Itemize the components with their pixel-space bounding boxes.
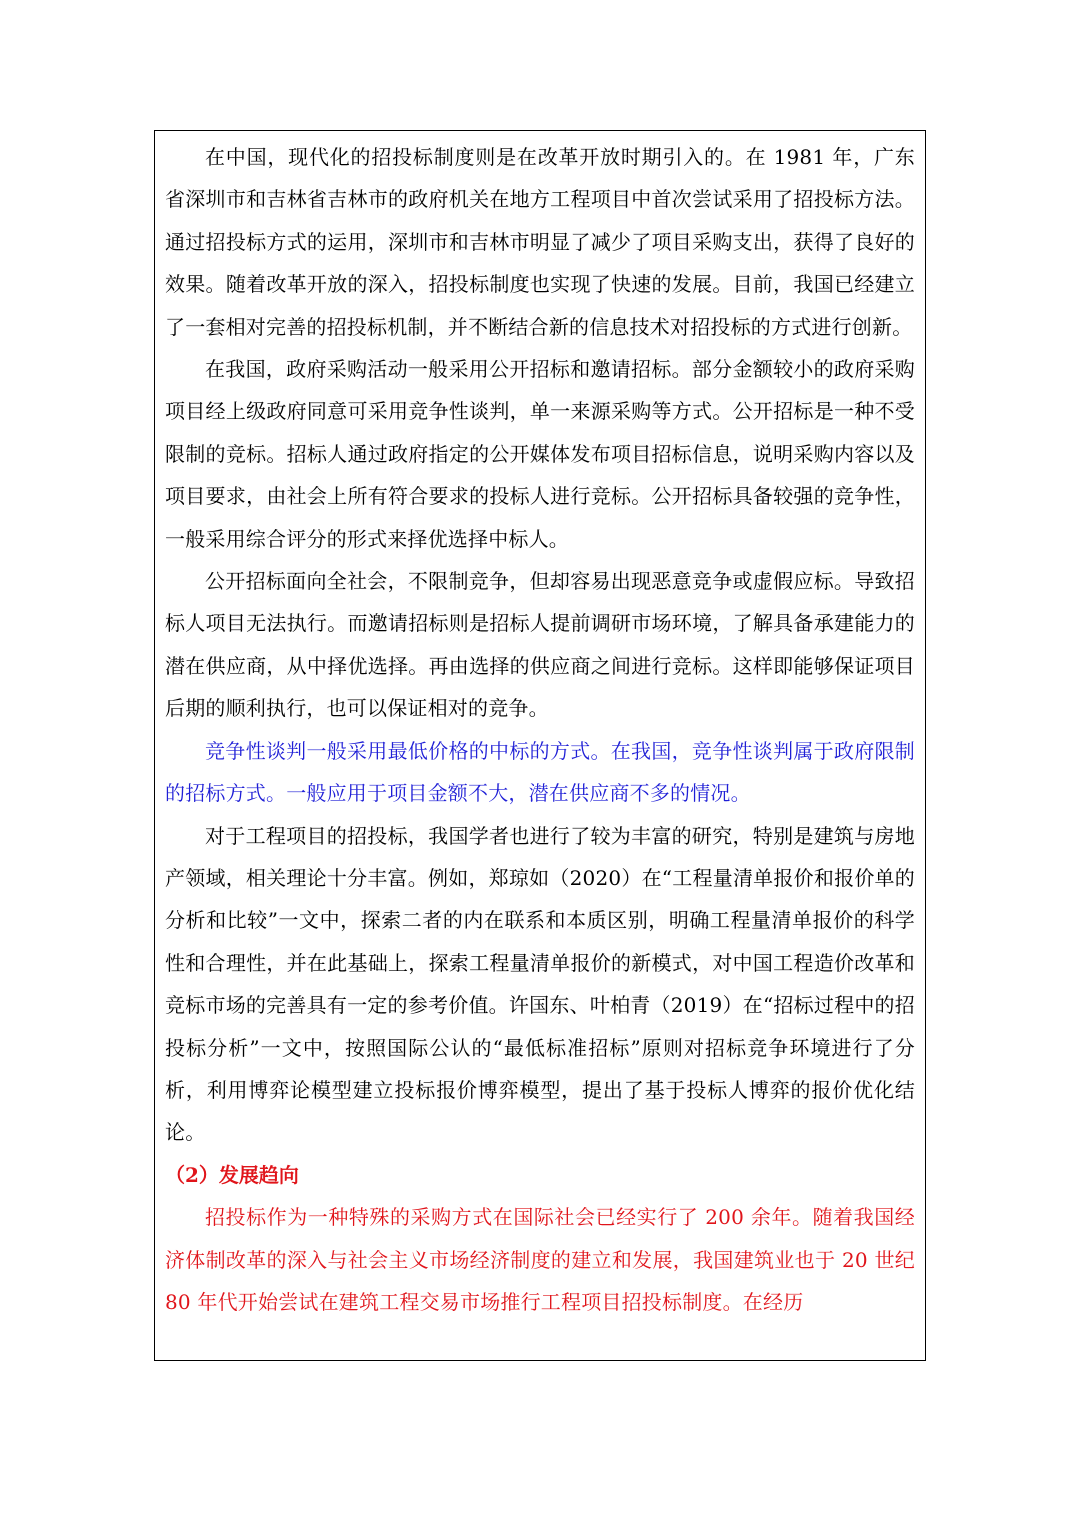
section-heading-development-trend: （2）发展趋向 — [165, 1162, 299, 1187]
paragraph-scholar-research: 对于工程项目的招投标，我国学者也进行了较为丰富的研究，特别是建筑与房地产领域，相关理论十分丰富。例如，郑琼如（2020）在“工程量清单报价和报价单的分析和比较”一文中，探索二者的内在联系和本质区别，明确工程量清单报价的科学性和合理性，并在此基础上，探索工程量清单报价的新模式，对中国工程造价改革和竞标市场的完善具有一定的参考价值。许国东、叶柏青（2019）在“招标过程中的招投标分析”一文中，按照国际公认的“最低标准招标”原则对招标竞争环境进行了分析，利用博弈论模型建立投标报价博弈模型，提出了基于投标人博弈的报价优化结论。 — [165, 823, 915, 1145]
paragraph-open-vs-invited-bidding: 公开招标面向全社会，不限制竞争，但却容易出现恶意竞争或虚假应标。导致招标人项目无法执行。而邀请招标则是招标人提前调研市场环境，了解具备承建能力的潜在供应商，从中择优选择。再由选择的供应商之间进行竞标。这样即能够保证项目后期的顺利执行，也可以保证相对的竞争。 — [165, 569, 915, 721]
paragraph-government-procurement: 在我国，政府采购活动一般采用公开招标和邀请招标。部分金额较小的政府采购项目经上级政府同意可采用竞争性谈判，单一来源采购等方式。公开招标是一种不受限制的竞标。招标人通过政府指定的公开媒体发布项目招标信息，说明采购内容以及项目要求，由社会上所有符合要求的投标人进行竞标。公开招标具备较强的竞争性，一般采用综合评分的形式来择优选择中标人。 — [165, 357, 915, 551]
paragraph-modern-bidding-history: 在中国，现代化的招投标制度则是在改革开放时期引入的。在 1981 年，广东省深圳市和吉林省吉林市的政府机关在地方工程项目中首次尝试采用了招投标方法。通过招投标方式的运用，深圳市和吉林市明显了减少了项目采购支出，获得了良好的效果。随着改革开放的深入，招投标制度也实现了快速的发展。目前，我国已经建立了一套相对完善的招投标机制，并不断结合新的信息技术对招投标的方式进行创新。 — [165, 145, 915, 339]
text-frame — [154, 130, 926, 1361]
paragraph-development-trend: 招投标作为一种特殊的采购方式在国际社会已经实行了 200 余年。随着我国经济体制改革的深入与社会主义市场经济制度的建立和发展，我国建筑业也于 20 世纪 80 年代开始尝试在建筑工程交易市场推行工程项目招投标制度。在经历 — [165, 1205, 915, 1314]
paragraph-competitive-negotiation: 竞争性谈判一般采用最低价格的中标的方式。在我国，竞争性谈判属于政府限制的招标方式。一般应用于项目金额不大，潜在供应商不多的情况。 — [165, 738, 915, 806]
